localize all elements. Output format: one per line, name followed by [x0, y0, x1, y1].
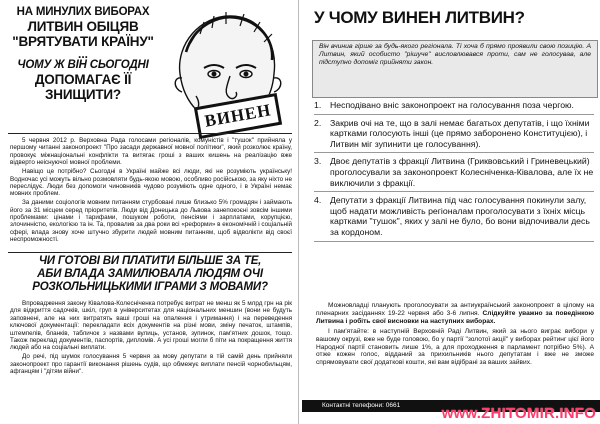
list-item [314, 118, 594, 154]
left-page [0, 0, 299, 424]
item-number: 3. [314, 156, 322, 167]
list-item [314, 156, 594, 192]
list-item [314, 100, 594, 115]
item-text: Несподівано вніс законопроект на голосування поза чергою. [330, 100, 574, 110]
headline-line-2: ЛИТВИН ОБІЦЯВ [27, 19, 139, 34]
right-page [302, 0, 600, 424]
headline-line-6: ЗНИЩИТИ? [45, 87, 121, 102]
question-line-3: РОЗКОЛЬНИЦЬКИМИ ІГРАМИ З МОВАМИ? [32, 281, 268, 293]
paragraph: Навіщо це потрібно? Сьогодні в Україні майже всі люди, які не розуміють українську! Водночас усі можуть вільно розмовляти будь-якою мовою, особливо російською, за яку ніхто не переслідує. Люди без допомоги чиновників чудово розуміють одне одного, і в Україні немає мовних проблем. [10, 168, 292, 198]
question-line-2: АБИ ВЛАДА ЗАМИЛЮВАЛА ЛЮДЯМ ОЧІ [37, 268, 263, 280]
conclusion-text [316, 302, 594, 369]
page-title: У ЧОМУ ВИНЕН ЛИТВИН? [314, 8, 525, 27]
summary-text: Він вчинив гірше за будь-якого регіонала. Ті хоча б прямо проявили свою позицію. А Литвин, який особисто "рішуче" висловлювався проти, сам не голосував, але підступно допоміг прийняти закон. [319, 43, 591, 67]
question-headline [6, 255, 294, 294]
paragraph: І пам'ятайте: в наступній Верховній Раді Литвин, який за нього виграє вибори у вашому окрузі, вже не буде головою, бо у партії "золотої акції" у виборах рейтинг цієї його Народної партії становить лише 1%, а для проходження в парламент потрібно 5%). А отже кожен голос, відданий за прихильників нього депутатам і вже не зможе спрямовувати свої додаткові кошти, які вам відібрані за ваших зайвих. [316, 327, 594, 367]
item-text: Закрив очі на те, що в залі немає багатьох депутатів, і що їхніми картками голосують інші (це прямо заборонено Конституцією), і Литвин міг зупинити це голосування). [330, 117, 590, 149]
headline-line-4: ЧОМУ Ж ВІН СЬОГОДНІ [17, 59, 149, 71]
paragraph: Впровадження закону Ківалова-Колесніченка потребує витрат не менш як 5 млрд грн на рік для відкриття садочків, шкіл, груп в університетах для національних меншин (вони не будуть заповнені, але на них витратять ваші гроші на опалення і утримання) і на переведення ключової документації: перекладати всіх документів на різні мови, зміну печаток, штампів, штемпелів, бланків, табличок з назвами вулиць, установ, зупинок, пам'ятних дошок, тощо. Також переклад документів, паспортів, дипломів. А усі гроші могли б піти на покращення життя людей або на соціальні виплати. [10, 300, 292, 352]
main-headline [8, 6, 158, 102]
item-text: Депутати з фракції Литвина під час голосування покинули залу, щоб надати можливість регіоналам проголосувати з їхніх місць картками "тушок", яких у залі не було, бо вони відпочивали десь за кордоном. [330, 195, 590, 237]
summary-box [312, 40, 598, 98]
paragraph: 5 червня 2012 р. Верховна Рада голосами регіоналів, комуністів і "тушок" прийняла у першому читанні законопроект "Про засади державної мовної політики", який розколює країну, провокує міжнаціональні конфлікти та витягає гроші з ваших кишень на реалізацію вже відверто неіснуючої мовної проблеми. [10, 137, 292, 167]
headline-line-1: НА МИНУЛИХ ВИБОРАХ [16, 6, 150, 18]
paragraph: За даними соціологів мовним питанням стурбовані лише близько 5% громадян і займають його за 31 місцем серед пріоритетів. Люди від Донецька до Львова занепокоєні зовсім іншими проблемами: цінами і тарифами, пошуком роботи, пенсіями і зарплатами, корупцією, злочинністю, екологією та ін. Та, провалив за два роки всі «реформи» в економічній і соціальній сфері, влада знову хоче штучно збурити людей мовним питанням, щоб відволікти від своєї неспроможності. [10, 199, 292, 244]
accusations-list [314, 100, 594, 245]
headline-dots: ... [77, 47, 88, 61]
item-number: 4. [314, 195, 322, 206]
costs-text [10, 300, 292, 377]
headline-line-3: "ВРЯТУВАТИ КРАЇНУ" [12, 34, 154, 49]
divider [8, 133, 292, 134]
emphasis-text: Слідкуйте уважно за поведінкою Литвина і робіть свої висновки на наступних виборах. [316, 309, 594, 325]
intro-text [10, 137, 292, 245]
item-number: 2. [314, 117, 322, 128]
item-number: 1. [314, 100, 322, 110]
divider [8, 252, 292, 253]
contact-phones: Контактні телефони: 0661 [322, 402, 401, 409]
item-text: Двоє депутатів з фракції Литвина (Гриквовський і Гриневецький) проголосували за законопроект Колесніченка-Ківалова, але їх не виключили з фракції. [330, 156, 594, 188]
list-item [314, 195, 594, 241]
site-watermark: www.ZHITOMIR.INFO [441, 405, 596, 422]
guilty-stamp: ВИНЕН [194, 93, 282, 139]
paragraph [316, 302, 594, 326]
question-line-1: ЧИ ГОТОВІ ВИ ПЛАТИТИ БІЛЬШЕ ЗА ТЕ, [38, 255, 262, 267]
paragraph: До речі, під шумок голосування 5 червня за мову депутати в тій самій день прийняли законопроект про гарантії виконання рішень судів, що обмежує виплати пенсій чорнобильцям, афганцям і "дітям війни". [10, 353, 292, 376]
headline-line-5: ДОПОМАГАЄ ЇЇ [34, 72, 132, 87]
paragraph-text: Можновладці планують проголосувати за антиукраїнський законопроект в цілому на пленарних засіданнях 19-22 червня або 3-6 липня. [316, 302, 594, 317]
